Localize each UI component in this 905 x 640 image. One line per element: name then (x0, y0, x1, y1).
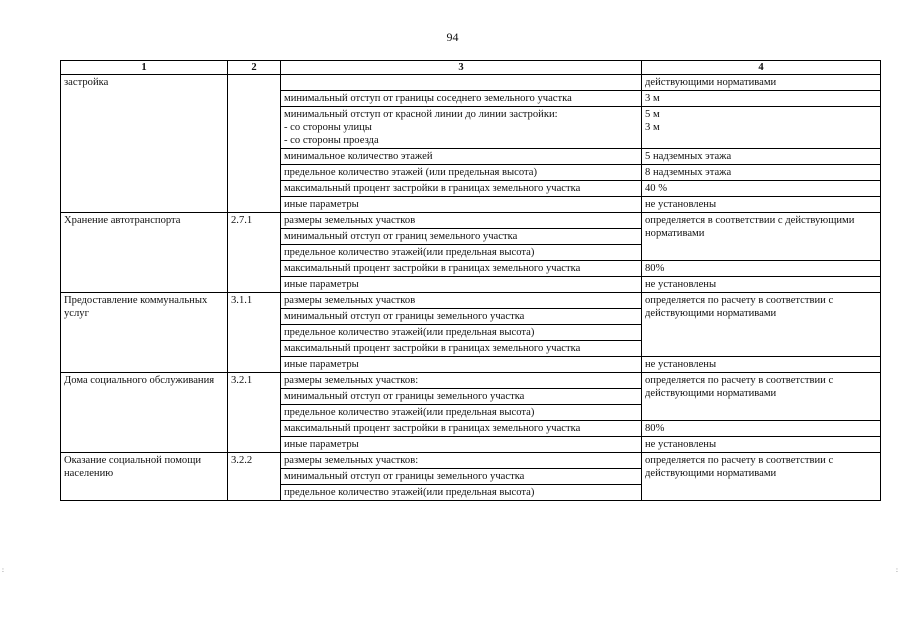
code-cell (228, 75, 281, 213)
value-cell: 5 надземных этажа (642, 149, 881, 165)
param-cell: максимальный процент застройки в границах земельного участка (281, 421, 642, 437)
regulations-table (60, 60, 881, 501)
value-cell: 80% (642, 421, 881, 437)
param-cell: иные параметры (281, 277, 642, 293)
param-cell: минимальный отступ от границы земельного участка (281, 309, 642, 325)
table-row (61, 373, 881, 389)
use-name-cell: Оказание социальной помощи населению (61, 453, 228, 501)
header-col-3: 3 (281, 61, 642, 75)
use-name-cell: Дома социального обслуживания (61, 373, 228, 453)
value-cell: не установлены (642, 357, 881, 373)
param-cell: размеры земельных участков: (281, 373, 642, 389)
left-margin-mark: : (2, 566, 4, 574)
param-cell (281, 75, 642, 91)
value-cell: определяется по расчету в соответствии с действующими нормативами (642, 373, 881, 421)
param-cell: размеры земельных участков: (281, 453, 642, 469)
value-cell: действующими нормативами (642, 75, 881, 91)
value-cell: 80% (642, 261, 881, 277)
param-cell: максимальный процент застройки в границах земельного участка (281, 341, 642, 357)
value-cell: 5 м 3 м (642, 107, 881, 149)
code-cell: 3.2.2 (228, 453, 281, 501)
use-name-cell: Предоставление коммунальных услуг (61, 293, 228, 373)
param-cell: минимальный отступ от красной линии до линии застройки: - со стороны улицы - со стороны проезда (281, 107, 642, 149)
code-cell: 2.7.1 (228, 213, 281, 293)
value-cell: 3 м (642, 91, 881, 107)
param-cell: минимальный отступ от границ земельного участка (281, 229, 642, 245)
page-number: 94 (446, 30, 459, 44)
value-cell: не установлены (642, 277, 881, 293)
param-cell: иные параметры (281, 437, 642, 453)
header-col-4: 4 (642, 61, 881, 75)
param-cell: минимальный отступ от границы соседнего земельного участка (281, 91, 642, 107)
right-margin-mark: : (896, 566, 898, 574)
value-cell: не установлены (642, 197, 881, 213)
param-cell: минимальное количество этажей (281, 149, 642, 165)
code-cell: 3.1.1 (228, 293, 281, 373)
param-cell: предельное количество этажей (или предельная высота) (281, 165, 642, 181)
param-cell: предельное количество этажей(или предельная высота) (281, 325, 642, 341)
header-row (61, 61, 881, 75)
table-row (61, 453, 881, 469)
param-cell: размеры земельных участков (281, 293, 642, 309)
param-cell: иные параметры (281, 197, 642, 213)
value-cell: определяется по расчету в соответствии с действующими нормативами (642, 293, 881, 357)
table-row (61, 75, 881, 91)
param-cell: иные параметры (281, 357, 642, 373)
table-row (61, 213, 881, 229)
param-cell: минимальный отступ от границы земельного участка (281, 389, 642, 405)
param-cell: минимальный отступ от границы земельного участка (281, 469, 642, 485)
value-cell: 40 % (642, 181, 881, 197)
header-col-1: 1 (61, 61, 228, 75)
value-cell: определяется по расчету в соответствии с действующими нормативами (642, 453, 881, 501)
value-cell: определяется в соответствии с действующими нормативами (642, 213, 881, 261)
param-cell: размеры земельных участков (281, 213, 642, 229)
use-name-cell: застройка (61, 75, 228, 213)
param-cell: предельное количество этажей(или предельная высота) (281, 245, 642, 261)
param-cell: предельное количество этажей(или предельная высота) (281, 405, 642, 421)
use-name-cell: Хранение автотранспорта (61, 213, 228, 293)
value-cell: не установлены (642, 437, 881, 453)
header-col-2: 2 (228, 61, 281, 75)
value-cell: 8 надземных этажа (642, 165, 881, 181)
param-cell: предельное количество этажей(или предельная высота) (281, 485, 642, 501)
code-cell: 3.2.1 (228, 373, 281, 453)
param-cell: максимальный процент застройки в границах земельного участка (281, 261, 642, 277)
table-row (61, 293, 881, 309)
param-cell: максимальный процент застройки в границах земельного участка (281, 181, 642, 197)
